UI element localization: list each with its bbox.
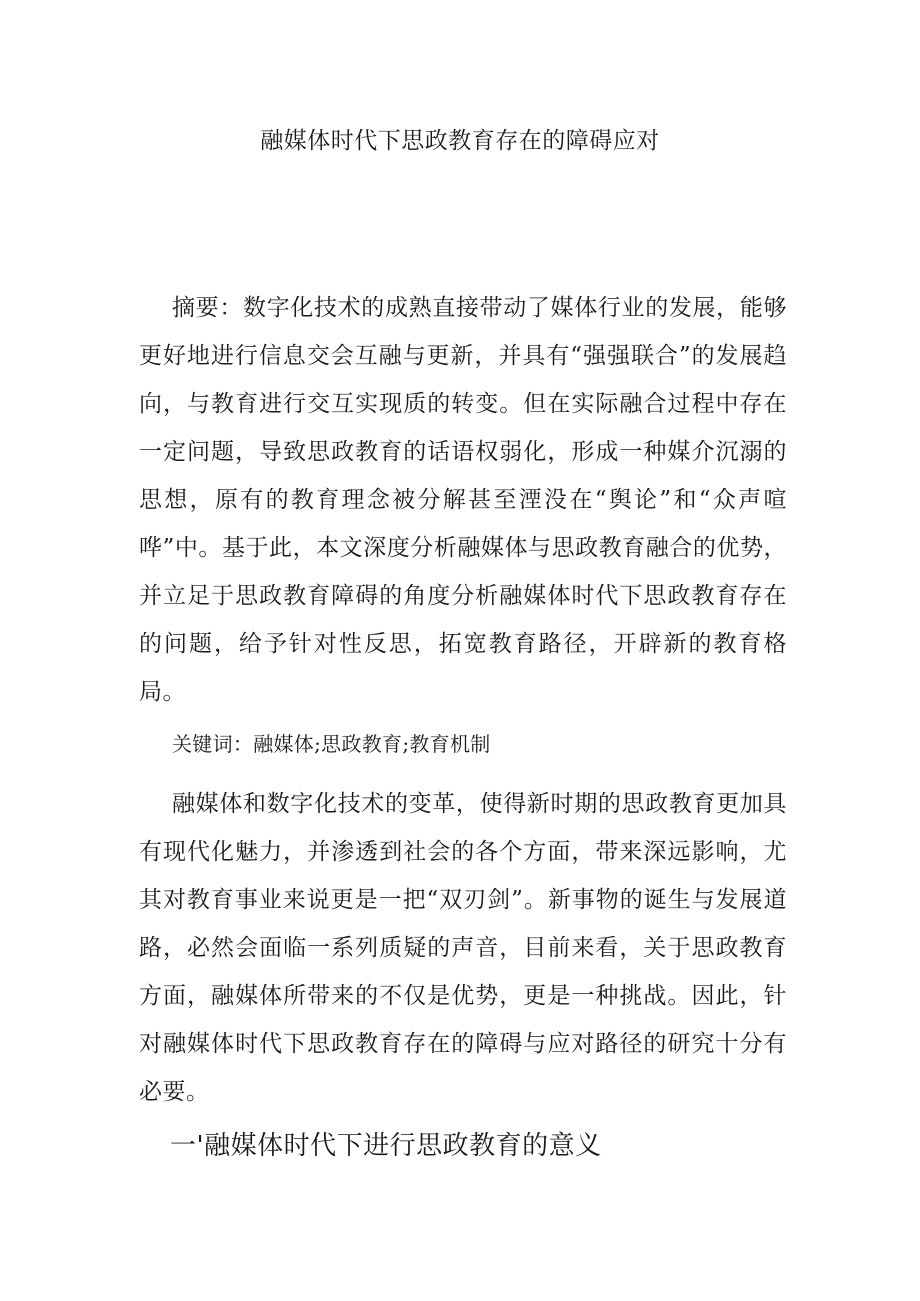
section-heading: 一'融媒体时代下进行思政教育的意义 — [170, 1131, 602, 1161]
keywords-line: 关键词：融媒体;思政教育;教育机制 — [172, 732, 491, 756]
document-title: 融媒体时代下思政教育存在的障碍应对 — [260, 128, 660, 154]
abstract-paragraph: 摘要：数字化技术的成熟直接带动了媒体行业的发展，能够更好地进行信息交会互融与更新，并具有“强强联合”的发展趋向，与教育进行交互实现质的转变。但在实际融合过程中存在一定问题，导致思政教育的话语权弱化，形成一种媒介沉溺的思想，原有的教育理念被分解甚至湮没在“舆论”和“众声喧哗”中。基于此，本文深度分析融媒体与思政教育融合的优势，并立足于思政教育障碍的角度分析融媒体时代下思政教育存在的问题，给予针对性反思，拓宽教育路径，开辟新的教育格局。 — [139, 295, 787, 705]
intro-paragraph: 融媒体和数字化技术的变革，使得新时期的思政教育更加具有现代化魅力，并渗透到社会的各个方面，带来深远影响，尤其对教育事业来说更是一把“双刃剑”。新事物的诞生与发展道路，必然会面临一系列质疑的声音，目前来看，关于思政教育方面，融媒体所带来的不仅是优势，更是一种挑战。因此，针对融媒体时代下思政教育存在的障碍与应对路径的研究十分有必要。 — [139, 791, 787, 1105]
